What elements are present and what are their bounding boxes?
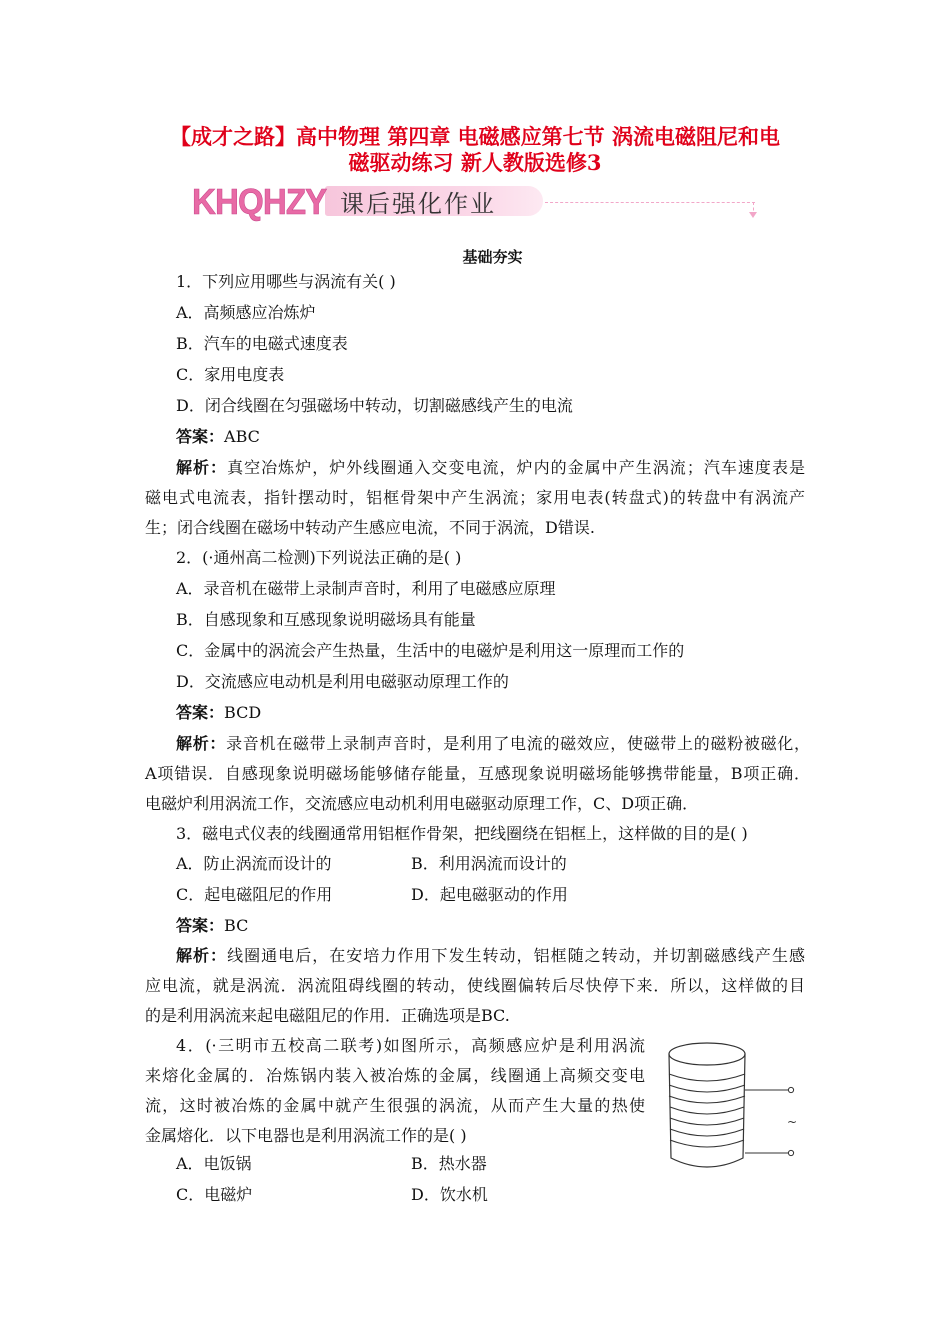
analysis-label: 解析： [176,458,228,477]
q2-option-b: B．自感现象和互感现象说明磁场具有能量 [176,610,476,629]
q3-analysis-line-2: 应电流，就是涡流．涡流阻碍线圈的转动，使线圈偏转后尽快停下来．所以，这样做的目 [145,976,805,995]
title-line-2: 磁驱动练习 新人教版选修3 [348,150,602,175]
q4-stem-line-4: 金属熔化．以下电器也是利用涡流工作的是( ) [145,1126,467,1145]
q2-analysis-line-3: 电磁炉利用涡流工作，交流感应电动机利用电磁驱动原理工作，C、D项正确． [145,794,699,813]
title-line-1: 【成才之路】高中物理 第四章 电磁感应第七节 涡流电磁阻尼和电 [170,124,780,149]
answer-label: 答案： [176,916,225,935]
induction-furnace-figure [663,1040,803,1180]
banner-heading: 课后强化作业 [340,190,496,218]
document-title [120,124,830,176]
analysis-text: 线圈通电后，在安培力作用下发生转动，铝框随之转动，并切割磁感线产生感 [227,946,805,965]
q4-option-c: C．电磁炉 [176,1185,253,1204]
q1-analysis-line-1 [176,457,805,479]
banner-arrow-icon [749,212,757,218]
analysis-label: 解析： [176,946,228,965]
answer-value: BC [224,916,249,935]
ac-symbol: ~ [787,1115,798,1129]
q2-option-a: A．录音机在磁带上录制声音时，利用了电磁感应原理 [176,579,556,598]
q4-option-d: D．饮水机 [411,1185,488,1204]
banner-logo: KHQHZY [192,181,327,222]
q2-option-c: C．金属中的涡流会产生热量，生活中的电磁炉是利用这一原理而工作的 [176,641,685,660]
analysis-label: 解析： [176,734,227,753]
q2-stem: 2．(·通州高二检测)下列说法正确的是( ) [176,548,462,567]
q2-analysis-line-2: A项错误．自感现象说明磁场能够储存能量，互感现象说明磁场能够携带能量，B项正确． [145,764,810,783]
furnace-coil [669,1074,745,1147]
q4-stem-line-3: 流，这时被冶炼的金属中就产生很强的涡流，从而产生大量的热使 [145,1096,645,1115]
answer-value: ABC [224,427,260,446]
q2-option-d: D．交流感应电动机是利用电磁驱动原理工作的 [176,672,509,691]
q1-analysis-line-3: 生；闭合线圈在磁场中转动产生感应电流，不同于涡流，D错误. [145,518,595,537]
q1-analysis-line-2: 磁电式电流表，指针摆动时，铝框骨架中产生涡流；家用电表(转盘式)的转盘中有涡流产 [145,488,805,507]
q3-option-d: D．起电磁驱动的作用 [411,885,568,904]
q3-option-b: B．利用涡流而设计的 [411,854,567,873]
q3-option-a: A．防止涡流而设计的 [176,854,332,873]
q2-analysis-line-1 [176,733,810,755]
answer-label: 答案： [176,427,225,446]
analysis-text: 录音机在磁带上录制声音时，是利用了电流的磁效应，使磁带上的磁粉被磁化， [226,734,810,753]
q4-option-a: A．电饭锅 [176,1154,252,1173]
q1-answer [176,426,260,448]
q2-answer [176,702,261,724]
q3-option-c: C．起电磁阻尼的作用 [176,885,333,904]
q3-answer [176,915,248,937]
answer-value: BCD [224,703,262,722]
q1-option-a: A．高频感应冶炼炉 [176,303,316,322]
q3-analysis-line-3: 的是利用涡流来起电磁阻尼的作用．正确选项是BC. [145,1006,510,1025]
banner-dashed-line [545,202,755,203]
q4-stem-line-1: 4．(·三明市五校高二联考)如图所示，高频感应炉是利用涡流 [176,1036,645,1055]
q1-option-b: B．汽车的电磁式速度表 [176,334,348,353]
q4-option-b: B．热水器 [411,1154,487,1173]
q1-stem: 1．下列应用哪些与涡流有关( ) [176,272,396,291]
q3-analysis-line-1 [176,945,805,967]
q4-stem-line-2: 来熔化金属的．冶炼锅内装入被冶炼的金属，线圈通上高频交变电 [145,1066,645,1085]
section-title: 基础夯实 [462,248,523,266]
homework-banner [190,181,770,227]
q1-option-d: D．闭合线圈在匀强磁场中转动，切割磁感线产生的电流 [176,396,573,415]
q1-option-c: C．家用电度表 [176,365,285,384]
q3-stem: 3．磁电式仪表的线圈通常用铝框作骨架，把线圈绕在铝框上，这样做的目的是( ) [176,824,748,843]
furnace-crucible [669,1043,745,1167]
answer-label: 答案： [176,703,225,722]
analysis-text: 真空冶炼炉，炉外线圈通入交变电流，炉内的金属中产生涡流；汽车速度表是 [227,458,805,477]
